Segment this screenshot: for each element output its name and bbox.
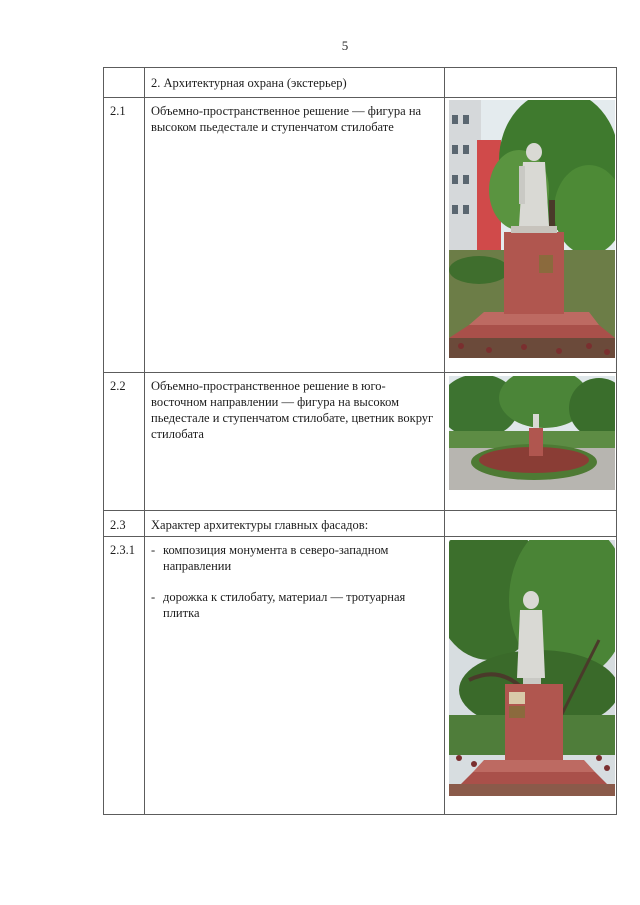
monument-photo-2 <box>449 376 615 490</box>
list-item <box>151 542 438 574</box>
column-divider-2 <box>444 67 445 815</box>
monument-photo-3 <box>449 540 615 796</box>
document-table <box>103 67 617 815</box>
bullet-dash: - <box>151 543 156 557</box>
table-border-top <box>103 67 617 68</box>
list-item <box>151 589 438 621</box>
table-border-right <box>616 67 617 815</box>
row-divider <box>103 510 617 511</box>
row-text-2-3-1 <box>145 539 444 636</box>
row-divider <box>103 536 617 537</box>
row-text-2-2: Объемно-пространственное решение в юго-восточном направлении — фигура на высоком пьедестале и ступенчатом стилобате, цветник вокруг стилобата <box>151 379 434 441</box>
row-divider <box>103 372 617 373</box>
row-divider <box>103 97 617 98</box>
section-header: 2. Архитектурная охрана (экстерьер) <box>151 76 347 90</box>
monument-photo-1 <box>449 100 615 358</box>
row-number-2-3-1: 2.3.1 <box>110 543 135 557</box>
row-number-2-2: 2.2 <box>110 379 126 393</box>
row-number-2-1: 2.1 <box>110 104 126 118</box>
table-border-left <box>103 67 104 815</box>
row-text-2-3: Характер архитектуры главных фасадов: <box>151 518 369 532</box>
row-number-2-3: 2.3 <box>110 518 126 532</box>
bullet-dash: - <box>151 590 156 604</box>
table-border-bottom <box>103 814 617 815</box>
page-number: 5 <box>341 38 349 53</box>
list-item-text: дорожка к стилобату, материал — тротуарная плитка <box>163 590 406 620</box>
row-text-2-1: Объемно-пространственное решение — фигура на высоком пьедестале и ступенчатом стилобате <box>151 104 422 134</box>
list-item-text: композиция монумента в северо-западном направлении <box>163 543 389 573</box>
